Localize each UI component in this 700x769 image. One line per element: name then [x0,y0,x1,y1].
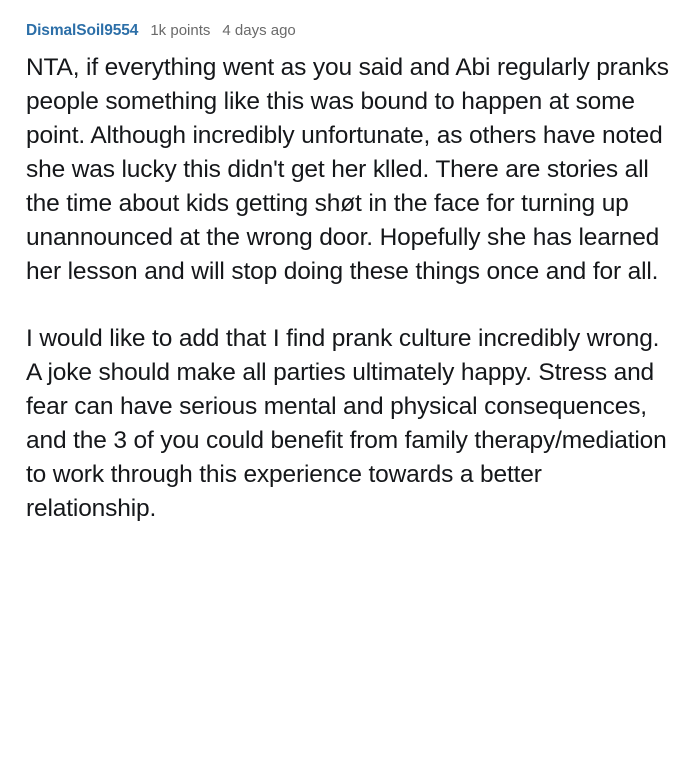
comment-points: 1k points [150,22,211,39]
comment-paragraph-1: NTA, if everything went as you said and Abi regularly pranks people something like this was bound to happen at some point. Although incredibly unfortunate, as others have noted she was lucky this didn't get her klled. There are stories all the time about kids getting shøt in the face for turning up unannounced at the wrong door. Hopefully she has learned her lesson and will stop doing these things once and for all. [26,54,669,285]
comment-meta [26,22,674,40]
comment-timestamp: 4 days ago [222,22,296,39]
comment-paragraph-2: I would like to add that I find prank culture incredibly wrong. A joke should make all parties ultimately happy. Stress and fear can have serious mental and physical consequences, and the 3 of you could benefit from family therapy/mediation to work through this experience towards a better relationship. [26,325,667,523]
comment-author[interactable]: DismalSoil9554 [26,22,139,39]
comment-body [26,51,674,526]
